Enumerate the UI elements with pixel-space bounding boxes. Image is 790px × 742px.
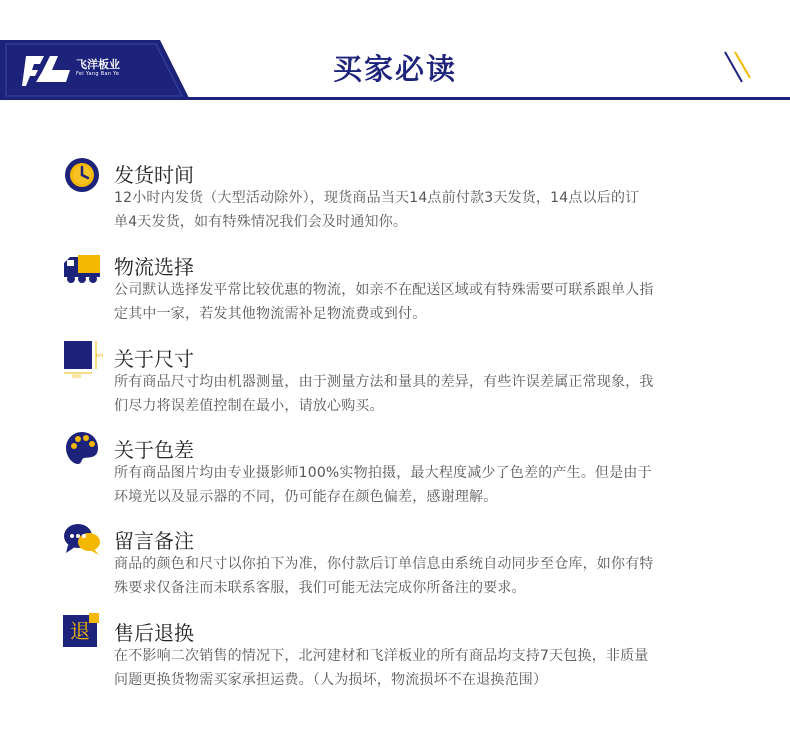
page-title: 买家必读 (332, 52, 457, 86)
section-title: 发货时间 (114, 163, 194, 187)
brand-name-en: Fei Yang Ban Ye (76, 71, 120, 77)
svg-text:W/W: W/W (72, 374, 82, 379)
palette-icon (64, 430, 100, 466)
section-body: 所有商品尺寸均由机器测量，由于测量方法和量具的差异，有些许误差属正常现象，我 们尽力将误差值控制在最小，请放心购买。 (114, 374, 654, 414)
header-divider (185, 97, 790, 100)
section-title: 关于色差 (114, 438, 194, 462)
section-body: 公司默认选择发平常比较优惠的物流，如亲不在配送区域或有特殊需要可联系跟单人指 定其中一家，若发其他物流需补足物流费或到付。 (114, 282, 654, 322)
clock-icon (64, 157, 100, 193)
chat-bubble-icon (62, 521, 102, 557)
truck-icon (62, 249, 102, 285)
section-body: 12小时内发货（大型活动除外），现货商品当天14点前付款3天发货，14点以后的订 单4天发货，如有特殊情况我们会及时通知你。 (114, 190, 640, 230)
section-body: 商品的颜色和尺寸以你拍下为准，你付款后订单信息由系统自动同步至仓库，如你有特 殊要求仅备注而未联系客服，我们可能无法完成你所备注的要求。 (114, 556, 654, 596)
section-title: 关于尺寸 (114, 347, 194, 371)
section-title: 售后退换 (114, 621, 194, 645)
section-title: 物流选择 (114, 255, 194, 279)
section-title: 留言备注 (114, 529, 194, 553)
decorative-slash-icon (722, 50, 752, 84)
section-body: 在不影响二次销售的情况下，北河建材和飞洋板业的所有商品均支持7天包换，非质量 问题更换货物需买家承担运费。（人为损坏，物流损坏不在退换范围） (114, 648, 649, 688)
ruler-icon (62, 339, 104, 379)
return-icon: 退 (63, 615, 97, 647)
brand-name: 飞洋板业 (76, 58, 120, 71)
svg-text:H/H: H/H (96, 353, 104, 358)
section-body: 所有商品图片均由专业摄影师100%实物拍摄，最大程度减少了色差的产生。但是由于 环境光以及显示器的不同，仍可能存在颜色偏差，感谢理解。 (114, 465, 652, 505)
